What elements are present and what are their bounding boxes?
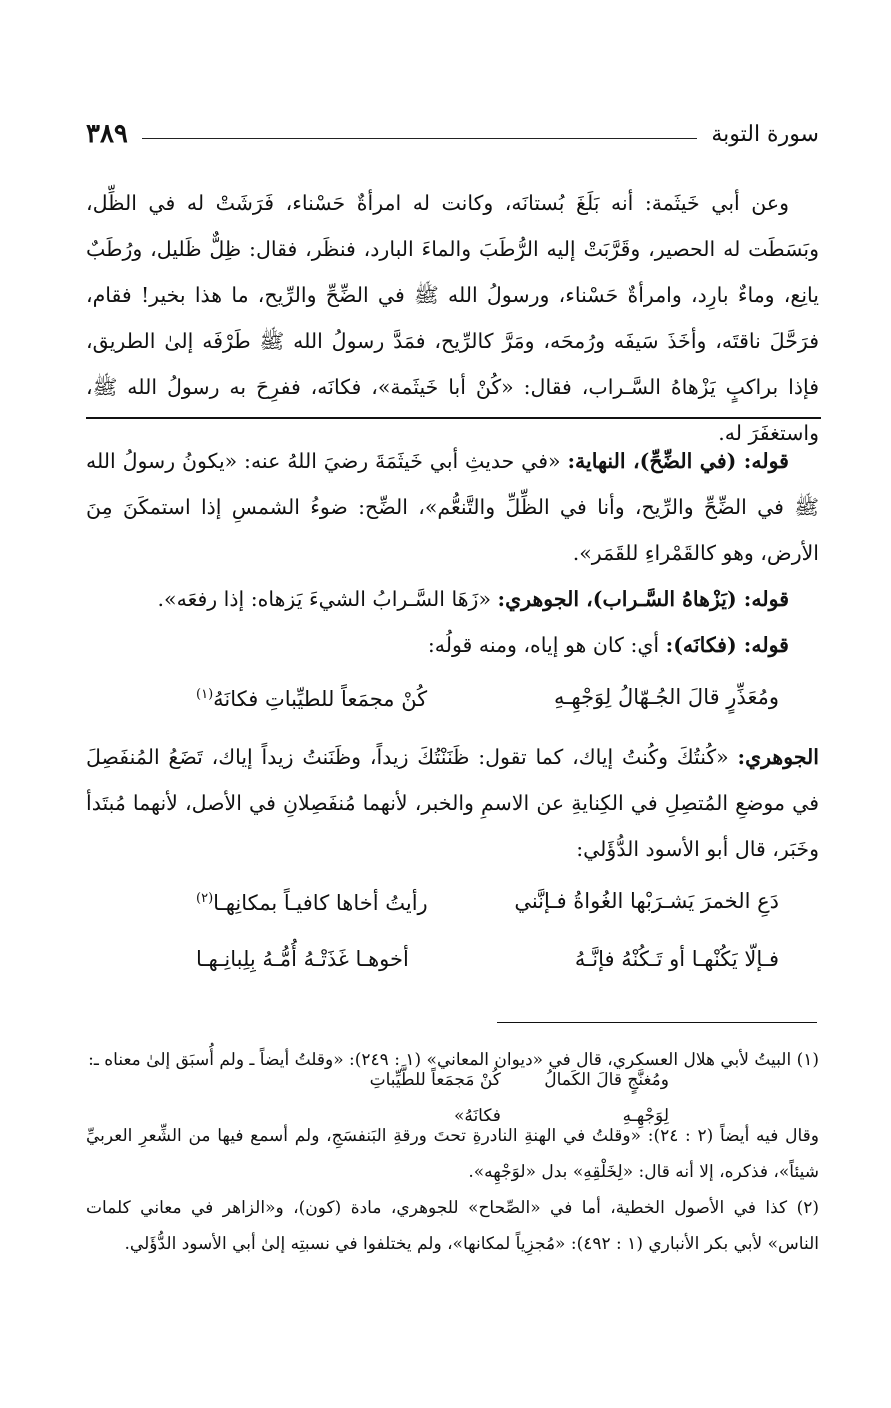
commentary-paragraph [86, 734, 819, 872]
commentary-label: قوله: (يَزْهاهُ السَّـراب)، الجوهري: [497, 587, 789, 611]
footnotes [86, 1042, 819, 1262]
page-header [86, 110, 819, 158]
footnote-2: (٢) كذا في الأصول الخطية، أما في «الصِّحاح» للجوهري، مادة (كون)، و«الزاهر في معاني كلمات الناس» لأبي بكر الأنباري (١ : ٤٩٢): «مُجزِياً لمكانها»، ولم يختلفوا في نسبتِه إلىٰ أبي الأسود الدُّؤَلي. [86, 1198, 819, 1254]
verse-first-hemistich: ومُعَذِّرٍ قالَ الجُـهّالُ لِوَجْهِـهِ [553, 685, 779, 709]
verse-second-hemistich: أخوهـا غَذَتْـهُ أُمُّـهُ بِلِبانِـهـا [196, 947, 409, 971]
main-text [86, 180, 819, 456]
verse-first-hemistich: فـإلّا يَكُنْهـا أو تَـكُنْهُ فإنَّـهُ [574, 947, 779, 971]
verse-second-hemistich: كُنْ مَجمَعاً للطَّيِّباتِ فكانَهُ» [369, 1070, 501, 1126]
commentary-paragraph [86, 622, 819, 668]
commentary-text: «كُنتُكَ وكُنتُ إياك، كما تقول: ظَنَنْتُكَ زيداً، وظَنَنتُ زيداً إياك، تَضَعُ المُنفَصِلَ في موضعِ المُتصِلِ في الكِنايةِ عن الاسمِ والخبر، لأنهما مُنفَصِلانِ في الأصل، لأنهما مُبتَدأ وخَبَر، قال أبو الأسود الدُّؤَلي: [86, 745, 819, 861]
footnote-divider [497, 1022, 817, 1023]
commentary-label: الجوهري: [737, 745, 819, 769]
commentary-paragraph [86, 576, 819, 622]
commentary-paragraph [86, 438, 819, 576]
surah-title: سورة التوبة [711, 121, 819, 147]
page-number: ٣٨٩ [86, 119, 128, 149]
verse-text: كُنْ مجمَعاً للطيِّباتِ فكانَهُ [213, 687, 428, 711]
commentary-label: قوله: (فكانَه): [665, 633, 789, 657]
commentary-text: «زَهَا السَّـرابُ الشيءَ يَزهاه: إذا رفعَه». [157, 587, 498, 611]
verse-first-hemistich: دَعِ الخمرَ يَشـرَبْها الغُواةُ فـإنَّني [514, 889, 779, 913]
verse-second-hemistich [196, 672, 427, 722]
header-rule [142, 138, 697, 139]
footnote-verse [86, 1070, 819, 1126]
main-paragraph: وعن أبي خَيثَمة: أنه بَلَغَ بُستانَه، وكانت له امرأةٌ حَسْناء، فَرَشَتْ له في الظِّل، وبَسَطَت له الحصير، وقَرَّبَتْ إليه الرُّطَبَ والماءَ البارد، فنظَر، فقال: ظِلٌّ ظَليل، ورُطَبٌ يانِع، وماءٌ بارِد، وامرأةٌ حَسْناء، ورسولُ الله ﷺ في الضِّحِّ والرِّيح، ما هذا بخير! فقام، فرَحَّلَ ناقتَه، وأخَذَ سَيفَه ورُمحَه، ومَرَّ كالرِّيح، فمَدَّ رسولُ الله ﷺ طَرْفَه إلىٰ الطريق، فإذا براكبٍ يَزْهاهُ السَّـراب، فقال: «كُنْ أبا خَيثَمة»، فكانَه، ففرِحَ به رسولُ الله ﷺ، واستغفَرَ له. [86, 191, 819, 445]
spacer [86, 726, 819, 734]
footnote-ref: (٢) [196, 891, 214, 906]
footnote-ref: (١) [196, 687, 214, 702]
commentary [86, 438, 819, 988]
footnote-1-continued: وقال فيه أيضاً (٢ : ٢٤): «وقلتُ في الهنةِ النادرةِ تحتَ ورقةِ البَنفسَجِ، ولم أسمع فيها من الشِّعرِ العربيِّ شيئاً»، فذكره، إلا أنه قال: «لِخَلْقِهِ» بدل «لوَجْهِه». [86, 1126, 819, 1182]
poetry-verse [86, 668, 819, 726]
commentary-label: قوله: (في الضِّحِّ)، النهاية: [567, 449, 789, 473]
verse-text: رأيتُ أخاها كافيـاً بمكانِهـا [213, 891, 428, 915]
commentary-text: «في حديثِ أبي خَيثَمَةَ رضيَ اللهُ عنه: «يكونُ رسولُ الله ﷺ في الضِّحِّ والرِّيح، وأنا في الظِّلِّ والتَّنعُّم»، الضِّح: ضوءُ الشمسِ إذا استمكَنَ مِنَ الأرض، وهو كالقَمْراءِ للقَمَر». [86, 449, 819, 565]
poetry-verse [86, 872, 819, 930]
footnote-1: (١) البيتُ لأبي هلال العسكري، قال في «ديوان المعاني» (١ : ٢٤٩): «وقلتُ أيضاً ـ ولم أُسبَق إلىٰ معناه ـ: [88, 1050, 819, 1070]
verse-first-hemistich: ومُغنَّجٍ قالَ الكَمالُ لِوَجْهِـهِ [544, 1070, 669, 1126]
section-divider [86, 417, 821, 419]
commentary-text: أي: كان هو إياه، ومنه قولُه: [427, 633, 666, 657]
poetry-verse [86, 930, 819, 988]
verse-second-hemistich [196, 876, 428, 926]
